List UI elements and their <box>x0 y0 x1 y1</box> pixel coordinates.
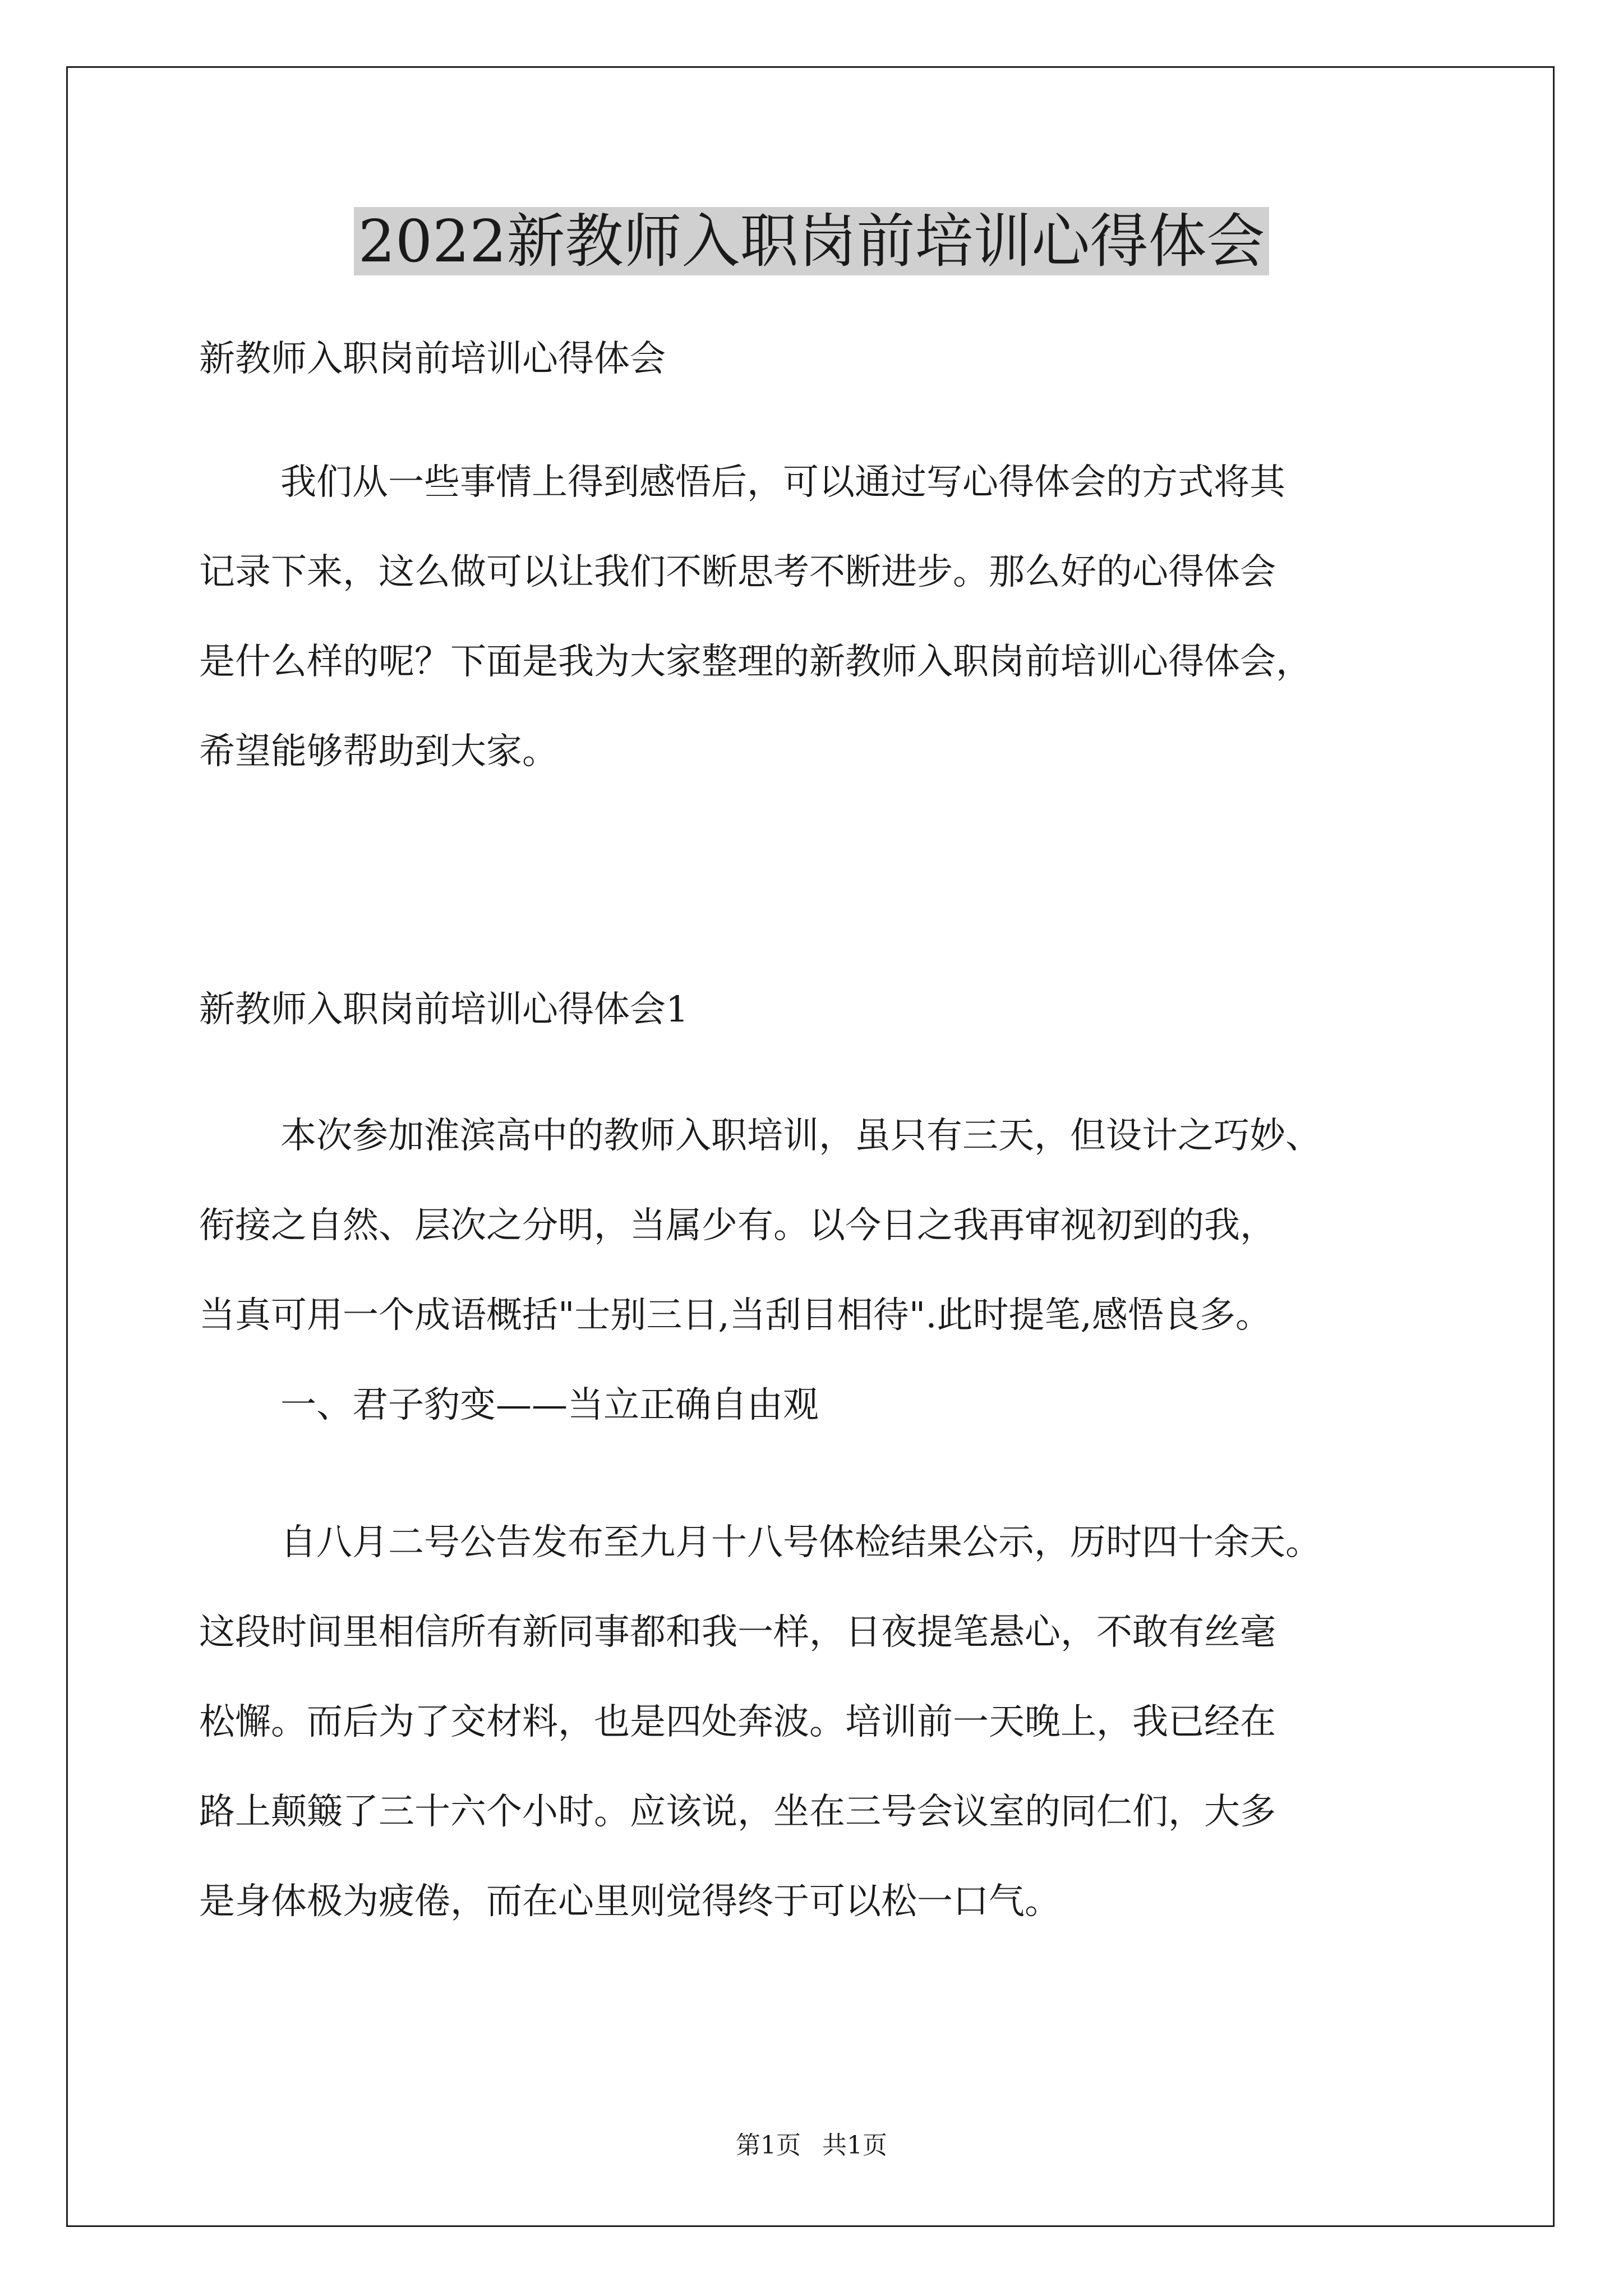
intro-line: 记录下来，这么做可以让我们不断思考不断进步。那么好的心得体会 <box>199 551 1276 593</box>
paragraph-line: 路上颠簸了三十六个小时。应该说，坐在三号会议室的同仁们，大多 <box>199 1791 1276 1833</box>
paragraph-line: 是身体极为疲倦，而在心里则觉得终于可以松一口气。 <box>199 1881 1061 1922</box>
point-heading: 一、君子豹变——当立正确自由观 <box>280 1384 819 1426</box>
intro-paragraph <box>199 438 1461 797</box>
paragraph-line: 本次参加淮滨高中的教师入职培训，虽只有三天，但设计之巧妙、 <box>280 1115 1321 1157</box>
paragraph-line: 当真可用一个成语概括"士别三日,当刮目相待".此时提笔,感悟良多。 <box>199 1295 1271 1336</box>
section-heading: 新教师入职岗前培训心得体会1 <box>199 989 689 1030</box>
page-number: 第1页 <box>736 2131 801 2160</box>
intro-line: 是什么样的呢？下面是我为大家整理的新教师入职岗前培训心得体会， <box>199 641 1312 683</box>
section-paragraph <box>199 1091 1461 1360</box>
intro-line: 希望能够帮助到大家。 <box>199 731 558 772</box>
paragraph-line: 衔接之自然、层次之分明，当属少有。以今日之我再审视初到的我， <box>199 1205 1276 1246</box>
page-total: 共1页 <box>822 2131 887 2160</box>
paragraph-line: 松懈。而后为了交材料，也是四处奔波。培训前一天晚上，我已经在 <box>199 1701 1276 1743</box>
intro-line: 我们从一些事情上得到感悟后，可以通过写心得体会的方式将其 <box>280 462 1285 503</box>
document-title-text: 2022新教师入职岗前培训心得体会 <box>354 207 1270 275</box>
page-footer <box>0 2129 1623 2162</box>
paragraph-line: 这段时间里相信所有新同事都和我一样，日夜提笔悬心，不敢有丝毫 <box>199 1612 1276 1653</box>
paragraph-line: 自八月二号公告发布至九月十八号体检结果公示，历时四十余天。 <box>280 1522 1321 1563</box>
document-title <box>0 199 1623 283</box>
point-paragraph <box>199 1498 1461 1947</box>
document-subtitle: 新教师入职岗前培训心得体会 <box>199 338 666 380</box>
